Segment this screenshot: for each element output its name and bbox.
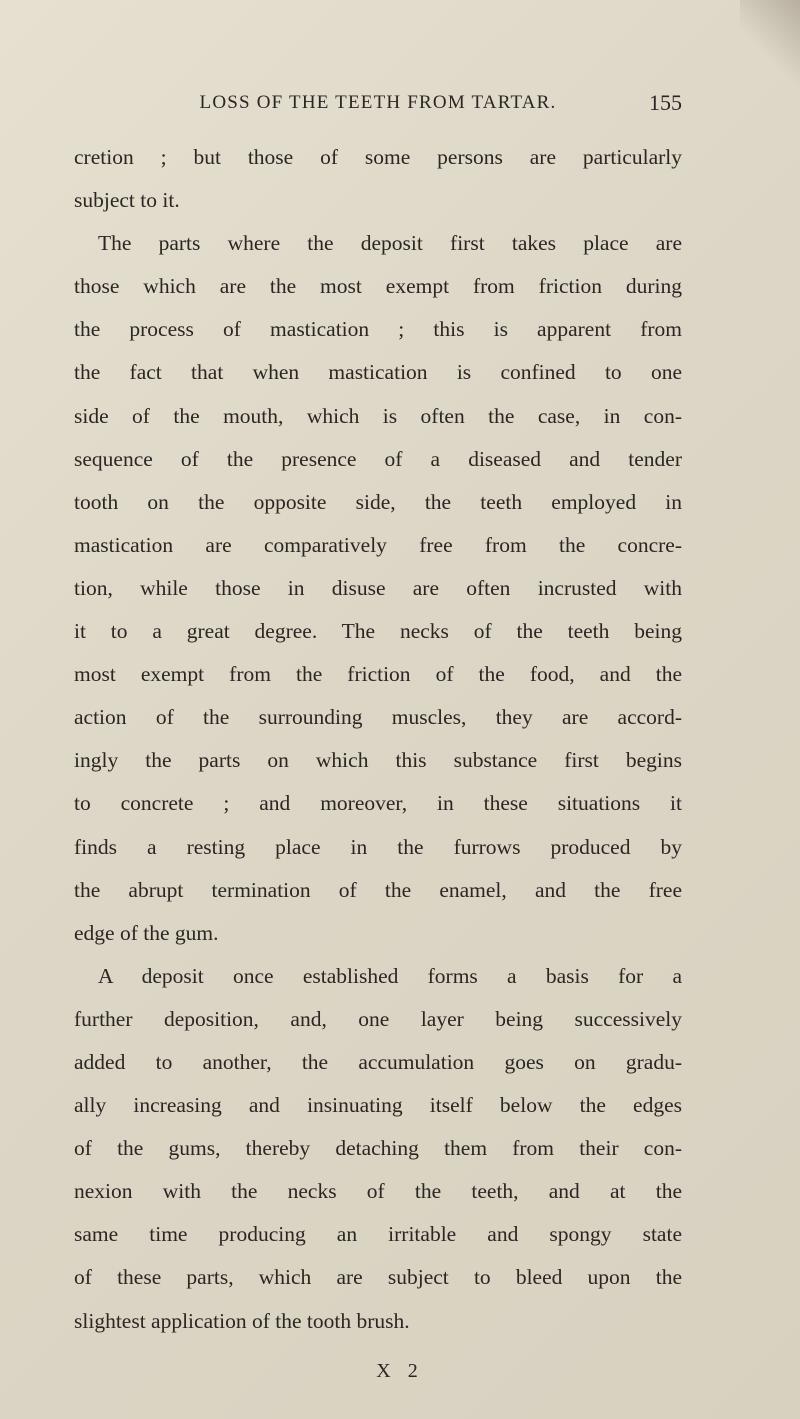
text-line: it to a great degree. The necks of the teeth being	[74, 619, 682, 644]
text-line: slightest application of the tooth brush.	[74, 1308, 410, 1333]
text-line: side of the mouth, which is often the case, in con-	[74, 403, 682, 428]
running-head	[74, 88, 682, 118]
text-line: nexion with the necks of the teeth, and at the	[74, 1179, 682, 1204]
text-line: the process of mastication ; this is apparent from	[74, 317, 682, 342]
text-line: of the gums, thereby detaching them from their con-	[74, 1136, 682, 1161]
signature-mark: X 2	[376, 1360, 424, 1382]
running-head-title: LOSS OF THE TEETH FROM TARTAR.	[199, 92, 557, 113]
text-line: further deposition, and, one layer being successively	[74, 1006, 682, 1031]
page-number: 155	[649, 90, 682, 115]
text-line: to concrete ; and moreover, in these situations it	[74, 791, 682, 816]
text-line: ingly the parts on which this substance first begins	[74, 748, 682, 773]
text-line: mastication are comparatively free from the concre-	[74, 532, 682, 557]
text-line: tooth on the opposite side, the teeth employed in	[74, 489, 682, 514]
text-line: ally increasing and insinuating itself below the edges	[74, 1093, 682, 1118]
text-line: subject to it.	[74, 188, 180, 213]
text-line: most exempt from the friction of the food, and the	[74, 662, 682, 687]
text-line: action of the surrounding muscles, they are accord-	[74, 705, 682, 730]
text-line: added to another, the accumulation goes on gradu-	[74, 1049, 682, 1074]
body-text	[74, 136, 682, 1343]
text-line: sequence of the presence of a diseased and tender	[74, 446, 682, 471]
text-line: The parts where the deposit first takes place are	[98, 231, 682, 256]
text-line: same time producing an irritable and spongy state	[74, 1222, 682, 1247]
text-line: finds a resting place in the furrows produced by	[74, 834, 682, 859]
text-line: the abrupt termination of the enamel, and the free	[74, 877, 682, 902]
text-line: edge of the gum.	[74, 920, 219, 945]
text-line: the fact that when mastication is confined to one	[74, 360, 682, 385]
page-corner-shadow	[740, 0, 800, 90]
text-line: those which are the most exempt from friction during	[74, 274, 682, 299]
text-line: of these parts, which are subject to bleed upon the	[74, 1265, 682, 1290]
text-line: A deposit once established forms a basis for a	[98, 963, 682, 988]
text-line: cretion ; but those of some persons are particularly	[74, 145, 682, 169]
text-line: tion, while those in disuse are often incrusted with	[74, 575, 682, 600]
